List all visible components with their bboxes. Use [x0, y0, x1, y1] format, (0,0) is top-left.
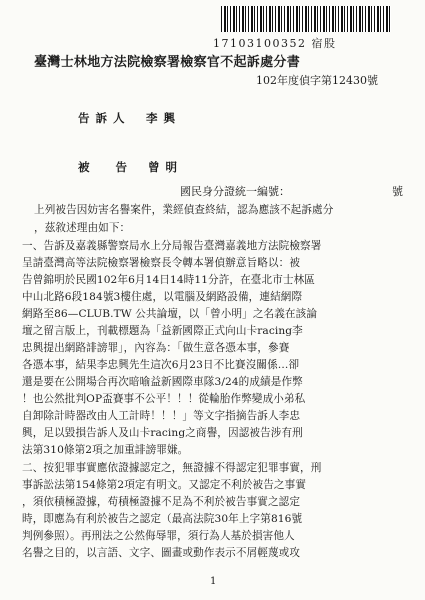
body-line: 一、告訴及嘉義縣警察局水上分局報告臺灣嘉義地方法院檢察署	[22, 240, 322, 252]
id-number-suffix: 號	[392, 185, 403, 198]
body-line: ！也公然批判OP盃賽事不公平！！！從輪胎作弊變成小弟私	[22, 393, 306, 405]
body-line: ，須依積極證據，苟積極證據不足為不利於被告事實之認定	[22, 496, 301, 508]
body-line: 自卸除計時器改由人工計時！！！」等文字指摘告訴人李忠	[22, 410, 301, 422]
body-line: 事訴訟法第154條第2項定有明文。又認定不利於被告之事實	[22, 479, 307, 491]
body-line: 法第310條第2項之加重誹謗罪嫌。	[22, 444, 189, 456]
page-number: 1	[210, 576, 217, 587]
body-line: 興，足以毀損告訴人及山卡racing之商譽，因認被告涉有刑	[22, 427, 303, 439]
body-line: 告曾錦明於民國102年6月14日14時11分許，在臺北市士林區	[22, 274, 315, 286]
defendant-name: 曾明	[148, 160, 183, 174]
body-line: 網路至86—CLUB.TW 公共論壇，以「曾小明」之名義在該論	[22, 308, 318, 320]
body-line: 判例參照）。再刑法之公然侮辱罪，須行為人基於損害他人	[22, 530, 295, 542]
body-line: 上列被告因妨害名譽案件，業經偵查終結，認為應該不起訴處分	[34, 204, 334, 216]
body-line: 二、按犯罪事實應依證據認定之，無證據不得認定犯罪事實，刑	[22, 462, 322, 474]
body-line: 呈請臺灣高等法院檢察署檢察長令轉本署偵辦意旨略以：被	[22, 257, 301, 269]
barcode-icon	[221, 6, 391, 32]
body-line: 中山北路6段184號3樓住處，以電腦及網路設備，連結網際	[22, 291, 303, 303]
body-line: 各憑本事，結果李忠興先生這次6月23日不比賽沒關係…卻	[22, 359, 300, 371]
body-line: 壇之留言版上，刊載標題為「益新國際正式向山卡racing李	[22, 325, 303, 337]
defendant-role: 被告	[78, 160, 153, 174]
body-line: 名譽之目的，以言語、文字、圖畫或動作表示不屑輕蔑或攻	[22, 547, 301, 559]
complainant-role: 告訴人	[78, 111, 131, 125]
body-line: 忠興提出網路誹謗罪」，內容為：「做生意各憑本事，參賽	[22, 342, 290, 354]
barcode-number: 17103100352 宿股	[213, 37, 337, 50]
body-line: ，茲敘述理由如下：	[34, 222, 131, 234]
complainant-name: 李興	[146, 111, 181, 125]
body-line: 還是要在公開場合再次暗喻益新國際車隊3/24的成績是作弊	[22, 376, 303, 388]
id-number-label: 國民身分證統一編號：	[180, 185, 290, 198]
barcode-stamp	[213, 6, 409, 50]
body-line: 時，即應為有利於被告之認定（最高法院30年上字第816號	[22, 513, 303, 525]
document-title: 臺灣士林地方法院檢察署檢察官不起訴處分書	[34, 55, 301, 70]
case-number: 102年度偵字第12430號	[256, 74, 378, 87]
